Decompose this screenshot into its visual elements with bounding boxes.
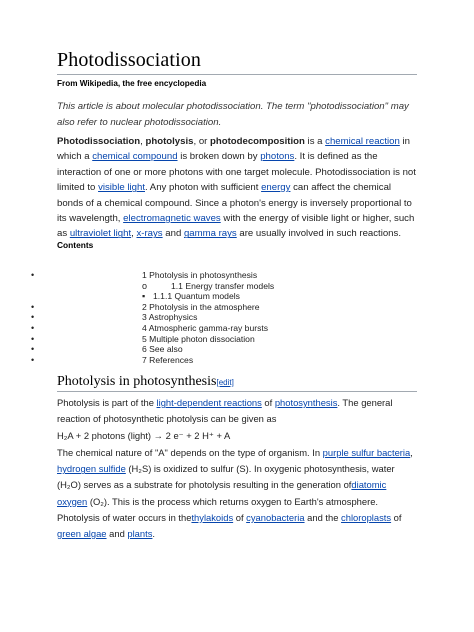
intro-text: is broken down by [177,151,261,163]
bullet-icon: • [31,354,35,365]
paragraph-text: , [410,447,413,458]
link-x-rays[interactable]: x-rays [136,228,163,240]
toc-item-label[interactable]: 7 References [142,354,194,365]
link-thylakoids[interactable]: thylakoids [191,511,234,523]
link-electromagnetic-waves[interactable]: electromagnetic waves [123,213,221,225]
intro-text: , [140,136,146,147]
intro-text: in which a [57,136,410,163]
toc-item[interactable] [31,270,431,281]
toc-item-label[interactable]: 3 Astrophysics [142,312,198,323]
bullet-icon: • [31,270,35,280]
paragraph-text: . [152,528,156,540]
link-visible-light[interactable]: visible light [98,182,145,194]
toc-item-label[interactable]: 4 Atmospheric gamma-ray bursts [142,322,269,333]
intro-paragraph [57,134,419,242]
toc-item[interactable] [31,312,431,323]
intro-text: and [162,228,184,240]
paragraph-text: of [233,511,247,523]
toc-item-label[interactable]: 1 Photolysis in photosynthesis [142,270,258,280]
toc-item[interactable] [31,302,431,313]
paragraph-text: and [106,528,128,540]
section-paragraph [57,445,419,542]
toc-item[interactable] [31,355,431,366]
link-cyanobacteria[interactable]: cyanobacteria [246,511,305,523]
toc-item[interactable] [31,334,431,345]
toc-item[interactable] [31,281,431,292]
intro-text: are usually involved in such reactions. [236,228,401,240]
bullet-icon: • [31,301,35,312]
link-light-dependent-reactions[interactable]: light-dependent reactions [156,397,262,408]
intro-text: . It is defined as the interaction of one or more photons with one target molecule. Photodissociation is not limited to [57,151,416,194]
bullet-icon: • [31,312,35,323]
bullet-icon: • [31,333,35,344]
toc-item-label[interactable]: 1.1 Energy transfer models [171,280,275,291]
paragraph-text: of [261,397,275,408]
toc-item[interactable] [31,323,431,334]
section-heading-text: Photolysis in photosynthesis [57,374,217,389]
term-photolysis: photolysis [145,136,194,147]
intro-text: can affect the chemical bonds of a chemical compound. Since a photon's energy is inversely proportional to its wavelength, [57,182,412,225]
toc-item-label[interactable]: 6 See also [142,344,183,355]
toc-item-label[interactable]: 1.1.1 Quantum models [153,291,240,302]
section-paragraph [57,395,419,427]
toc-item-label[interactable]: 5 Multiple photon dissociation [142,333,255,344]
link-green-algae[interactable]: green algae [57,528,107,540]
reaction-formula: H₂A + 2 photons (light) → 2 e⁻ + 2 H⁺ + A [57,430,231,441]
intro-text: . Any photon with sufficient [145,182,262,194]
link-hydrogen-sulfide[interactable]: hydrogen sulfide [57,463,126,475]
link-energy[interactable]: energy [261,182,291,194]
paragraph-text: (O₂). This is the process which returns oxygen to Earth's atmosphere. Photolysis of water occurs in the [57,495,379,523]
from-line: From Wikipedia, the free encyclopedia [57,79,207,88]
edit-link[interactable]: [edit] [216,378,234,387]
intro-text: , [131,228,137,240]
toc-item[interactable] [31,344,431,355]
paragraph-text: and the [304,511,342,523]
term-photodissociation: Photodissociation [57,136,141,147]
link-photosynthesis[interactable]: photosynthesis [274,397,338,408]
toc-item-label[interactable]: 2 Photolysis in the atmosphere [142,301,260,312]
intro-text: is a [304,136,326,147]
hatnote: This article is about molecular photodissociation. The term "photodissociation" may also refer to nuclear photodissociation. [57,101,409,128]
title-divider [57,74,417,75]
paragraph-text: of [391,511,402,523]
paragraph-text: The chemical nature of "A" depends on the type of organism. In [57,447,323,458]
link-gamma-rays[interactable]: gamma rays [183,228,237,240]
link-chemical-compound[interactable]: chemical compound [92,151,178,163]
bullet-icon: • [31,322,35,333]
toc-title: Contents [57,240,94,250]
intro-text: , or [193,136,211,147]
link-chemical-reaction[interactable]: chemical reaction [325,136,400,147]
link-plants[interactable]: plants [127,528,153,540]
section-heading [57,374,234,390]
table-of-contents [31,270,431,365]
circle-bullet-icon: o [142,280,148,291]
link-diatomic-oxygen[interactable]: diatomic oxygen [57,479,387,507]
link-chloroplasts[interactable]: chloroplasts [341,511,392,523]
link-purple-sulfur-bacteria[interactable]: purple sulfur bacteria [322,447,411,458]
square-bullet-icon: ▪ [142,291,146,302]
paragraph-text: . The general reaction of photosynthetic photolysis can be given as [57,397,393,424]
section-divider [57,391,417,392]
link-photons[interactable]: photons [260,151,295,163]
bullet-icon: • [31,344,35,355]
paragraph-text: (H₂S) is oxidized to sulfur (S). In oxygenic photosynthesis, water (H₂O) serves as a substrate for photolysis resulting in the generation of [57,463,395,491]
link-ultraviolet-light[interactable]: ultraviolet light [69,228,132,240]
intro-text: with the energy of visible light or higher, such as [57,213,415,240]
page-title: Photodissociation [57,49,201,71]
toc-item[interactable] [31,291,431,302]
term-photodecomposition: photodecomposition [210,136,305,147]
paragraph-text: Photolysis is part of the [57,397,157,408]
